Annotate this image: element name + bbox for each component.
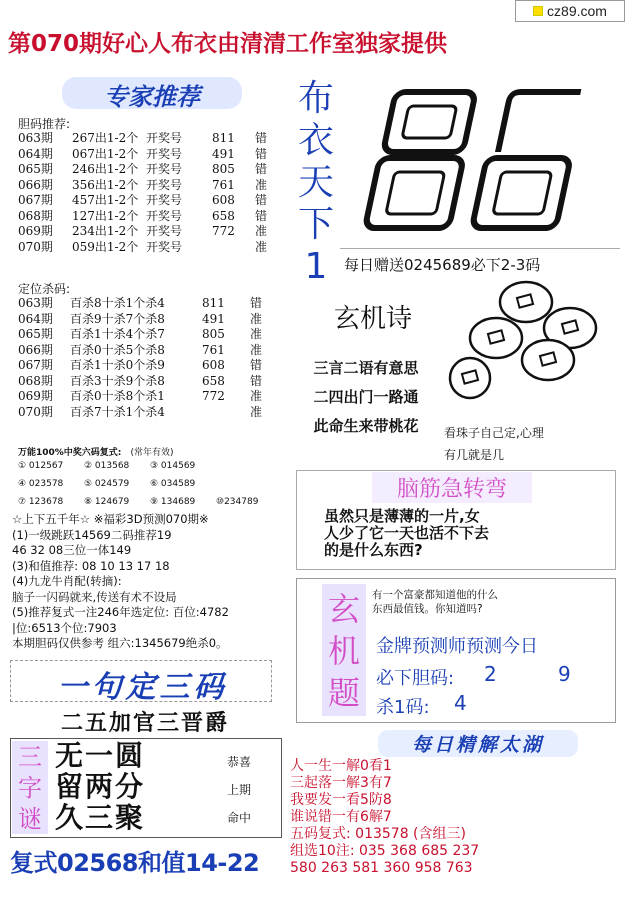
dan-issue: 065期 bbox=[18, 162, 53, 176]
dan-issue: 066期 bbox=[18, 177, 53, 192]
dan-num: 772 bbox=[212, 224, 235, 238]
dan-kj: 开奖号 bbox=[146, 224, 183, 238]
riddle-label-char: 三 bbox=[18, 743, 42, 771]
forecast-line: 本期胆码仅供参考 组六:1345679绝杀0。 bbox=[12, 636, 228, 650]
congrats-line: 恭喜 bbox=[226, 755, 251, 769]
combo-row bbox=[18, 461, 278, 479]
brain-question bbox=[324, 508, 614, 559]
xuanji-q-line: 有一个富豪都知道他的什么 bbox=[372, 589, 498, 601]
forecast-line: (3)和值推荐: 08 10 13 17 18 bbox=[12, 558, 170, 573]
dan-row bbox=[18, 162, 278, 178]
dan-num: 805 bbox=[212, 162, 235, 176]
dan-kj: 开奖号 bbox=[146, 162, 183, 176]
xuanji-char: 玄 bbox=[327, 590, 360, 628]
dan-row bbox=[18, 209, 278, 225]
kill-pick: 百杀0十杀5个杀8 bbox=[70, 342, 165, 357]
kill-pick: 百杀1十杀4个杀7 bbox=[70, 327, 165, 341]
dan-pick: 457出1-2个 bbox=[72, 193, 139, 207]
dan-result: 准 bbox=[255, 224, 268, 238]
forecast-line: ☆上下五千年☆ ※福彩3D预测070期※ bbox=[12, 512, 209, 526]
must-a: 2 bbox=[484, 662, 497, 686]
kill-pick: 百杀7十杀1个杀4 bbox=[70, 404, 165, 419]
slogan-one-sentence: 一句定三码 bbox=[57, 670, 228, 705]
taihu-line: 谁说错一有6解7 bbox=[290, 809, 392, 825]
kill-pick: 百杀3十杀9个杀8 bbox=[70, 373, 165, 388]
riddle-line: 无一圆 bbox=[55, 739, 146, 772]
dan-row bbox=[18, 224, 278, 240]
brain-line: 人少了它一天也活不下去 bbox=[324, 524, 490, 542]
kill-num: 761 bbox=[202, 342, 225, 357]
kill-label: 定位杀码: bbox=[18, 282, 71, 296]
dan-pick: 067出1-2个 bbox=[72, 146, 139, 161]
kill-row bbox=[18, 327, 278, 343]
dan-row bbox=[18, 240, 278, 256]
combo-title-row bbox=[18, 445, 278, 461]
forecast-line: (5)推荐复式一注246年选定位: 百位:4782 bbox=[12, 605, 229, 619]
kill-issue: 070期 bbox=[18, 404, 53, 419]
buyi-char: 下 bbox=[297, 204, 334, 245]
kill-result: 准 bbox=[250, 404, 263, 419]
kill-result: 准 bbox=[250, 342, 263, 357]
dan-pick: 127出1-2个 bbox=[72, 208, 139, 223]
poem-line: 二四出门一路通 bbox=[313, 388, 419, 406]
riddle-line: 留两分 bbox=[55, 770, 146, 803]
kill-num: 608 bbox=[202, 358, 225, 372]
coins-illustration bbox=[448, 280, 598, 410]
taihu-line: 五码复式: 013578 (含组三) bbox=[290, 826, 466, 842]
dan-row bbox=[18, 131, 278, 147]
combo-item: ⑥ 034589 bbox=[150, 479, 196, 489]
dan-row bbox=[18, 147, 278, 163]
expert-title: 专家推荐 bbox=[62, 77, 242, 109]
brain-line: 的是什么东西? bbox=[324, 541, 423, 559]
kill-issue: 066期 bbox=[18, 342, 53, 357]
kill-row bbox=[18, 389, 278, 405]
combo-title: 万能100%中奖六码复式: bbox=[18, 448, 122, 458]
congrats-line: 上期 bbox=[226, 783, 251, 797]
forecast-line: 46 32 08三位一体149 bbox=[12, 543, 132, 557]
combo-item: ⑤ 024579 bbox=[84, 479, 130, 489]
combo-item: ④ 023578 bbox=[18, 479, 64, 489]
combo-table bbox=[18, 461, 278, 515]
dan-result: 错 bbox=[255, 131, 268, 145]
riddle-label-char: 谜 bbox=[18, 805, 42, 833]
dan-result: 错 bbox=[255, 162, 268, 176]
combo-item: ② 013568 bbox=[84, 461, 130, 471]
taihu-line: 人一生一解0看1 bbox=[290, 758, 392, 774]
fushi-banner: 复式02568和值14-22 bbox=[10, 849, 260, 877]
buyi-char: 天 bbox=[297, 162, 334, 203]
kill-issue: 068期 bbox=[18, 373, 53, 388]
big-number-86 bbox=[350, 72, 600, 242]
taihu-lines bbox=[290, 758, 620, 877]
kill-result: 准 bbox=[250, 389, 263, 403]
combo-note: (常年有效) bbox=[130, 448, 174, 458]
combo-item: ⑩234789 bbox=[216, 497, 259, 507]
xuanji-question bbox=[372, 588, 612, 616]
combo-item: ⑧ 124679 bbox=[84, 497, 130, 507]
buyi-vertical bbox=[294, 78, 338, 288]
dan-num: 491 bbox=[212, 146, 235, 161]
kill-one-label: 杀1码: bbox=[376, 697, 430, 718]
coin-note-2: 有几就是几 bbox=[444, 448, 505, 462]
slogan-two: 二五加官三晋爵 bbox=[60, 711, 229, 736]
kill-row bbox=[18, 312, 278, 328]
kill-section bbox=[18, 280, 278, 420]
dan-row bbox=[18, 178, 278, 194]
logo-icon bbox=[533, 6, 543, 16]
buyi-char: 衣 bbox=[297, 120, 334, 161]
poem-lines bbox=[286, 354, 446, 441]
taihu-line: 三起落一解3有7 bbox=[290, 775, 392, 791]
dan-kj: 开奖号 bbox=[146, 131, 183, 145]
forecast-line: (4)九龙牛肖配(转摘): bbox=[12, 574, 122, 588]
dan-kj: 开奖号 bbox=[146, 177, 183, 192]
watermark-text: cz89.com bbox=[547, 3, 607, 19]
brain-title: 脑筋急转弯 bbox=[372, 472, 532, 503]
poem-line: 此命生来带桃花 bbox=[313, 417, 419, 435]
xuanji-char: 机 bbox=[327, 632, 360, 670]
combo-item: ⑦ 123678 bbox=[18, 497, 64, 507]
dan-issue: 067期 bbox=[18, 193, 53, 207]
dan-table bbox=[18, 131, 278, 255]
xuanji-q-line: 东西最值钱。你知道吗? bbox=[372, 603, 483, 615]
dan-result: 错 bbox=[255, 146, 268, 161]
forecast-line: (1)一级跳跃14569二码推荐19 bbox=[12, 527, 172, 542]
combo-item: ① 012567 bbox=[18, 461, 64, 471]
xuanji-char: 题 bbox=[327, 674, 360, 712]
dan-label: 胆码推荐: bbox=[18, 117, 71, 131]
dan-result: 准 bbox=[255, 239, 268, 254]
watermark-badge[interactable] bbox=[515, 0, 625, 22]
congrats bbox=[216, 748, 262, 832]
must-label: 必下胆码: bbox=[376, 668, 455, 689]
kill-result: 准 bbox=[250, 327, 263, 341]
page-title: 第070期好心人布衣由清清工作室独家提供 bbox=[8, 31, 448, 57]
kill-num: 772 bbox=[202, 389, 225, 403]
dan-issue: 068期 bbox=[18, 208, 53, 223]
gold-title: 金牌预测师预测今日 bbox=[376, 636, 538, 657]
kill-issue: 067期 bbox=[18, 358, 53, 372]
dan-result: 错 bbox=[255, 193, 268, 207]
dan-kj: 开奖号 bbox=[146, 208, 183, 223]
kill-num: 805 bbox=[202, 327, 225, 341]
combo-section bbox=[18, 445, 278, 515]
kill-table bbox=[18, 296, 278, 420]
dan-issue: 063期 bbox=[18, 131, 53, 145]
forecast-block bbox=[12, 512, 282, 652]
dan-row bbox=[18, 193, 278, 209]
combo-item: ③ 014569 bbox=[150, 461, 196, 471]
kill-num: 811 bbox=[202, 296, 225, 310]
dan-num: 608 bbox=[212, 193, 235, 207]
kill-row bbox=[18, 374, 278, 390]
buyi-char: 布 bbox=[297, 78, 334, 119]
dan-pick: 267出1-2个 bbox=[72, 131, 139, 145]
kill-result: 错 bbox=[250, 373, 263, 388]
kill-pick: 百杀0十杀8个杀1 bbox=[70, 389, 165, 403]
kill-pick: 百杀8十杀1个杀4 bbox=[70, 296, 165, 310]
kill-row bbox=[18, 358, 278, 374]
must-b: 9 bbox=[558, 662, 571, 686]
dan-issue: 070期 bbox=[18, 239, 53, 254]
riddle-line: 久三聚 bbox=[55, 801, 146, 834]
kill-num: 491 bbox=[202, 311, 225, 326]
dan-kj: 开奖号 bbox=[146, 239, 183, 254]
kill-pick: 百杀1十杀0个杀9 bbox=[70, 358, 165, 372]
kill-issue: 064期 bbox=[18, 311, 53, 326]
riddle-label bbox=[12, 742, 48, 835]
dan-pick: 356出1-2个 bbox=[72, 177, 139, 192]
kill-row bbox=[18, 405, 278, 421]
kill-result: 准 bbox=[250, 311, 263, 326]
dan-section bbox=[18, 115, 278, 255]
dan-kj: 开奖号 bbox=[146, 193, 183, 207]
dan-pick: 234出1-2个 bbox=[72, 224, 139, 238]
buyi-char: 1 bbox=[304, 246, 328, 287]
dan-result: 错 bbox=[255, 208, 268, 223]
forecast-line: 脑子一闪码就来,传送有术不设局 bbox=[12, 589, 177, 604]
taihu-line: 580 263 581 360 958 763 bbox=[290, 860, 473, 876]
kill-issue: 065期 bbox=[18, 327, 53, 341]
riddle-lines bbox=[55, 740, 205, 833]
kill-result: 错 bbox=[250, 296, 263, 310]
kill-issue: 069期 bbox=[18, 389, 53, 403]
dan-result: 准 bbox=[255, 177, 268, 192]
forecast-line: |位:6513个位:7903 bbox=[12, 620, 117, 635]
taihu-title: 每日精解太湖 bbox=[378, 730, 578, 757]
combo-row bbox=[18, 479, 278, 497]
dan-issue: 064期 bbox=[18, 146, 53, 161]
kill-row bbox=[18, 296, 278, 312]
kill-result: 错 bbox=[250, 358, 263, 372]
kill-pick: 百杀9十杀7个杀8 bbox=[70, 311, 165, 326]
daily-gift: 每日赠送0245689必下2-3码 bbox=[344, 256, 541, 274]
dan-kj: 开奖号 bbox=[146, 146, 183, 161]
gift-divider bbox=[340, 248, 620, 249]
kill-issue: 063期 bbox=[18, 296, 53, 310]
dan-issue: 069期 bbox=[18, 224, 53, 238]
riddle-label-char: 字 bbox=[18, 774, 42, 802]
dan-num: 811 bbox=[212, 131, 235, 145]
kill-num: 658 bbox=[202, 373, 225, 388]
coin-note-1: 看珠子自己定,心理 bbox=[444, 426, 544, 440]
congrats-line: 命中 bbox=[226, 811, 251, 825]
brain-line: 虽然只是薄薄的一片,女 bbox=[324, 507, 480, 525]
dan-num: 761 bbox=[212, 177, 235, 192]
poem-title: 玄机诗 bbox=[333, 304, 412, 334]
kill-one-value: 4 bbox=[454, 691, 467, 715]
poem-line: 三言二语有意思 bbox=[313, 359, 419, 377]
kill-row bbox=[18, 343, 278, 359]
taihu-line: 组选10注: 035 368 685 237 bbox=[290, 843, 480, 859]
taihu-line: 我要发一看5防8 bbox=[290, 792, 392, 808]
dan-pick: 059出1-2个 bbox=[72, 239, 139, 254]
dan-num: 658 bbox=[212, 208, 235, 223]
xuanji-title bbox=[322, 588, 366, 714]
dan-pick: 246出1-2个 bbox=[72, 162, 139, 176]
combo-item: ⑨ 134689 bbox=[150, 497, 196, 507]
